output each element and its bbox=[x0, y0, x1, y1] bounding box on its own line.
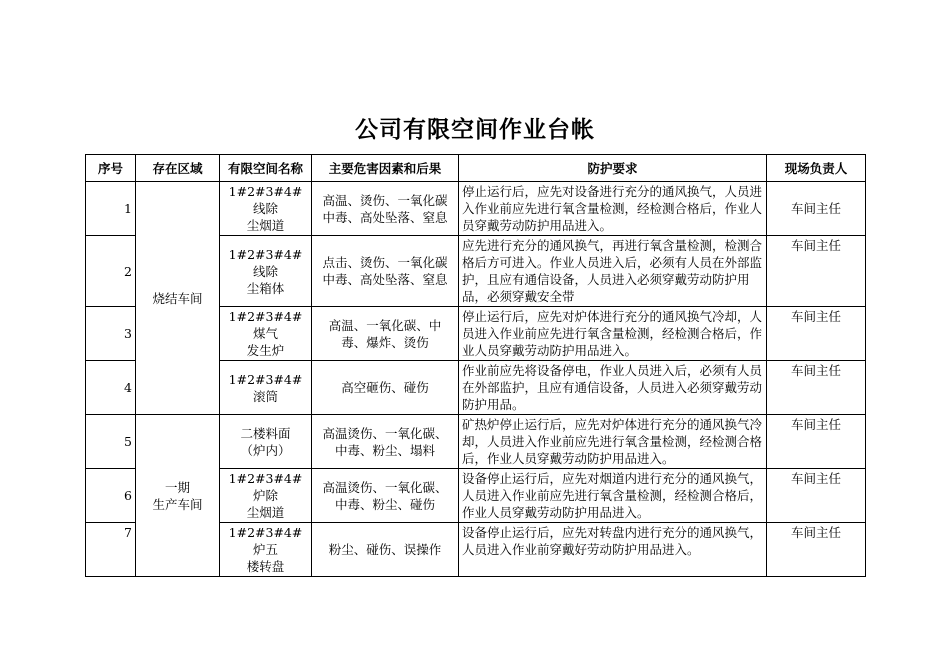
responsible-cell: 车间主任 bbox=[767, 415, 866, 469]
hazard-cell: 高温烫伤、一氧化碳、 中毒、粉尘、碰伤 bbox=[312, 469, 459, 523]
space-name-cell: 1#2#3#4#线除 尘箱体 bbox=[220, 236, 312, 307]
table-row bbox=[86, 182, 866, 236]
row-number: 3 bbox=[86, 307, 136, 361]
row-number: 2 bbox=[86, 236, 136, 307]
protection-cell: 设备停止运行后，应先对烟道内进行充分的通风换气，人员进入作业前应先进行氧含量检测，经检测合格后，作业人员穿戴劳动防护用品进入。 bbox=[459, 469, 767, 523]
responsible-cell: 车间主任 bbox=[767, 182, 866, 236]
hazard-cell: 高温烫伤、一氧化碳、 中毒、粉尘、塌料 bbox=[312, 415, 459, 469]
responsible-cell: 车间主任 bbox=[767, 307, 866, 361]
row-number: 5 bbox=[86, 415, 136, 469]
header-hazard: 主要危害因素和后果 bbox=[312, 155, 459, 182]
ledger-table bbox=[85, 154, 866, 577]
space-name-cell: 1#2#3#4#炉除 尘烟道 bbox=[220, 469, 312, 523]
protection-cell: 停止运行后，应先对炉体进行充分的通风换气冷却，人员进入作业前应先进行氧含量检测，经检测合格后，作业人员穿戴劳动防护用品进入。 bbox=[459, 307, 767, 361]
responsible-cell: 车间主任 bbox=[767, 469, 866, 523]
row-number: 1 bbox=[86, 182, 136, 236]
space-name-cell: 1#2#3#4#煤气 发生炉 bbox=[220, 307, 312, 361]
header-protection: 防护要求 bbox=[459, 155, 767, 182]
responsible-cell: 车间主任 bbox=[767, 236, 866, 307]
protection-cell: 停止运行后，应先对设备进行充分的通风换气，人员进入作业前应先进行氧含量检测，经检测合格后，作业人员穿戴劳动防护用品进入。 bbox=[459, 182, 767, 236]
header-space: 有限空间名称 bbox=[220, 155, 312, 182]
hazard-cell: 高温、一氧化碳、中 毒、爆炸、烫伤 bbox=[312, 307, 459, 361]
hazard-cell: 粉尘、碰伤、误操作 bbox=[312, 523, 459, 577]
protection-cell: 设备停止运行后，应先对转盘内进行充分的通风换气，人员进入作业前穿戴好劳动防护用品进入。 bbox=[459, 523, 767, 577]
area-cell: 烧结车间 bbox=[136, 182, 220, 415]
hazard-cell: 高温、烫伤、一氧化碳 中毒、高处坠落、窒息 bbox=[312, 182, 459, 236]
header-no: 序号 bbox=[86, 155, 136, 182]
space-name-cell: 二楼料面 （炉内） bbox=[220, 415, 312, 469]
protection-cell: 应先进行充分的通风换气，再进行氧含量检测，检测合格后方可进入。作业人员进入后，必须有人员在外部监护，且应有通信设备，人员进入必须穿戴劳动防护用品，必须穿戴安全带 bbox=[459, 236, 767, 307]
area-cell: 一期 生产车间 bbox=[136, 415, 220, 577]
hazard-cell: 点击、烫伤、一氧化碳 中毒、高处坠落、窒息 bbox=[312, 236, 459, 307]
space-name-cell: 1#2#3#4#滚筒 bbox=[220, 361, 312, 415]
row-number: 4 bbox=[86, 361, 136, 415]
header-area: 存在区域 bbox=[136, 155, 220, 182]
page-title: 公司有限空间作业台帐 bbox=[355, 117, 595, 143]
protection-cell: 矿热炉停止运行后，应先对炉体进行充分的通风换气冷却，人员进入作业前应先进行氧含量检测，经检测合格后，作业人员穿戴劳动防护用品进入。 bbox=[459, 415, 767, 469]
table-row bbox=[86, 415, 866, 469]
protection-cell: 作业前应先将设备停电，作业人员进入后，必须有人员在外部监护，且应有通信设备，人员进入必须穿戴劳动防护用品。 bbox=[459, 361, 767, 415]
responsible-cell: 车间主任 bbox=[767, 361, 866, 415]
row-number: 7 bbox=[86, 523, 136, 577]
header-responsible: 现场负责人 bbox=[767, 155, 866, 182]
space-name-cell: 1#2#3#4#线除 尘烟道 bbox=[220, 182, 312, 236]
table-header-row bbox=[86, 155, 866, 182]
responsible-cell: 车间主任 bbox=[767, 523, 866, 577]
hazard-cell: 高空砸伤、碰伤 bbox=[312, 361, 459, 415]
row-number: 6 bbox=[86, 469, 136, 523]
space-name-cell: 1#2#3#4#炉五 楼转盘 bbox=[220, 523, 312, 577]
